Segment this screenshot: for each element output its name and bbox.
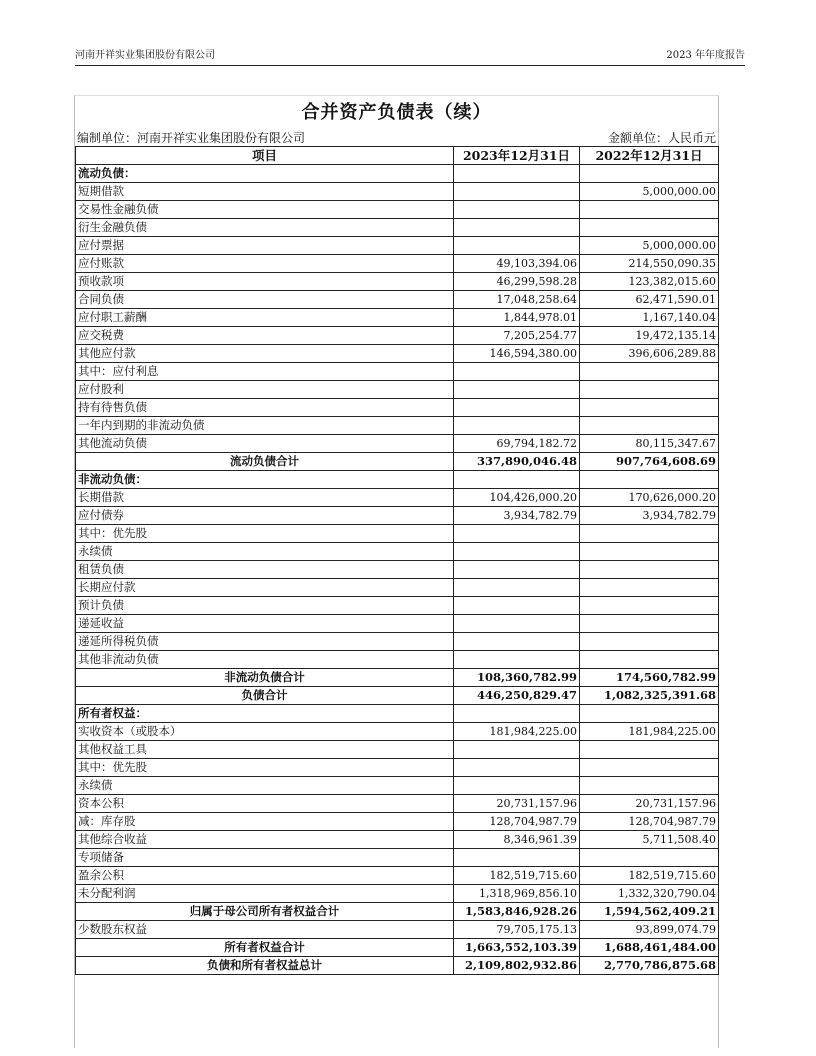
value-2022 xyxy=(580,399,719,417)
row-label: 永续债 xyxy=(76,777,454,795)
row-label: 预收款项 xyxy=(76,273,454,291)
value-2023: 128,704,987.79 xyxy=(454,813,580,831)
value-2023: 1,663,552,103.39 xyxy=(454,939,580,957)
value-2022: 181,984,225.00 xyxy=(580,723,719,741)
row-label: 其他综合收益 xyxy=(76,831,454,849)
value-2023 xyxy=(454,741,580,759)
value-2023 xyxy=(454,165,580,183)
subtotal-row xyxy=(76,903,719,921)
value-2023 xyxy=(454,399,580,417)
value-2023 xyxy=(454,615,580,633)
value-2023 xyxy=(454,849,580,867)
row-label: 非流动负债： xyxy=(76,471,454,489)
table-row xyxy=(76,309,719,327)
row-label: 其中：优先股 xyxy=(76,759,454,777)
row-label: 其他权益工具 xyxy=(76,741,454,759)
row-label: 减：库存股 xyxy=(76,813,454,831)
value-2023 xyxy=(454,183,580,201)
row-label: 应付股利 xyxy=(76,381,454,399)
header-company: 河南开祥实业集团股份有限公司 xyxy=(75,50,215,61)
value-2022 xyxy=(580,633,719,651)
value-2023 xyxy=(454,633,580,651)
header-report-title: 2023 年年度报告 xyxy=(666,50,745,61)
row-label: 所有者权益合计 xyxy=(76,939,454,957)
row-label: 其中：应付利息 xyxy=(76,363,454,381)
value-2022: 5,711,508.40 xyxy=(580,831,719,849)
row-label: 一年内到期的非流动负债 xyxy=(76,417,454,435)
row-label: 未分配利润 xyxy=(76,885,454,903)
prepared-by: 编制单位：河南开祥实业集团股份有限公司 xyxy=(77,131,306,145)
value-2022: 3,934,782.79 xyxy=(580,507,719,525)
subtotal-row xyxy=(76,453,719,471)
value-2022: 170,626,000.20 xyxy=(580,489,719,507)
row-label: 专项储备 xyxy=(76,849,454,867)
value-2022 xyxy=(580,561,719,579)
table-row xyxy=(76,597,719,615)
row-label: 资本公积 xyxy=(76,795,454,813)
value-2022: 93,899,074.79 xyxy=(580,921,719,939)
value-2022 xyxy=(580,219,719,237)
table-row xyxy=(76,543,719,561)
value-2022 xyxy=(580,651,719,669)
value-2022: 123,382,015.60 xyxy=(580,273,719,291)
table-row xyxy=(76,381,719,399)
column-header-item: 项目 xyxy=(76,147,454,165)
row-label: 交易性金融负债 xyxy=(76,201,454,219)
value-2022 xyxy=(580,777,719,795)
page-header xyxy=(75,48,745,64)
value-2022: 1,332,320,790.04 xyxy=(580,885,719,903)
table-row xyxy=(76,561,719,579)
value-2022: 19,472,135.14 xyxy=(580,327,719,345)
value-2022: 182,519,715.60 xyxy=(580,867,719,885)
value-2023: 146,594,380.00 xyxy=(454,345,580,363)
value-2023 xyxy=(454,561,580,579)
table-row xyxy=(76,867,719,885)
value-2023 xyxy=(454,525,580,543)
row-label: 衍生金融负债 xyxy=(76,219,454,237)
value-2023 xyxy=(454,381,580,399)
table-row xyxy=(76,885,719,903)
row-label: 短期借款 xyxy=(76,183,454,201)
value-2023 xyxy=(454,543,580,561)
table-row xyxy=(76,921,719,939)
table-row xyxy=(76,345,719,363)
row-label: 流动负债： xyxy=(76,165,454,183)
value-2022 xyxy=(580,759,719,777)
value-2022: 62,471,590.01 xyxy=(580,291,719,309)
value-2022 xyxy=(580,615,719,633)
table-row xyxy=(76,831,719,849)
row-label: 其他流动负债 xyxy=(76,435,454,453)
row-label: 其他非流动负债 xyxy=(76,651,454,669)
value-2023 xyxy=(454,597,580,615)
value-2022: 214,550,090.35 xyxy=(580,255,719,273)
value-2022 xyxy=(580,381,719,399)
value-2022 xyxy=(580,579,719,597)
section-header-row xyxy=(76,165,719,183)
value-2022 xyxy=(580,705,719,723)
table-row xyxy=(76,741,719,759)
value-2023: 8,346,961.39 xyxy=(454,831,580,849)
row-label: 其中：优先股 xyxy=(76,525,454,543)
table-row xyxy=(76,759,719,777)
value-2023: 182,519,715.60 xyxy=(454,867,580,885)
value-2023 xyxy=(454,777,580,795)
row-label: 其他应付款 xyxy=(76,345,454,363)
value-2023 xyxy=(454,219,580,237)
row-label: 合同负债 xyxy=(76,291,454,309)
value-2022: 174,560,782.99 xyxy=(580,669,719,687)
value-2023: 1,583,846,928.26 xyxy=(454,903,580,921)
row-label: 所有者权益： xyxy=(76,705,454,723)
value-2023: 20,731,157.96 xyxy=(454,795,580,813)
column-header-2022: 2022年12月31日 xyxy=(580,147,719,165)
row-label: 实收资本（或股本） xyxy=(76,723,454,741)
value-2022 xyxy=(580,201,719,219)
row-label: 盈余公积 xyxy=(76,867,454,885)
value-2022 xyxy=(580,525,719,543)
row-label: 应付职工薪酬 xyxy=(76,309,454,327)
table-row xyxy=(76,219,719,237)
row-label: 应付票据 xyxy=(76,237,454,255)
value-2022 xyxy=(580,417,719,435)
value-2022: 1,688,461,484.00 xyxy=(580,939,719,957)
table-row xyxy=(76,525,719,543)
value-2022: 1,167,140.04 xyxy=(580,309,719,327)
table-row xyxy=(76,399,719,417)
value-2023: 1,844,978.01 xyxy=(454,309,580,327)
value-2023 xyxy=(454,759,580,777)
subtotal-row xyxy=(76,957,719,975)
value-2022: 1,082,325,391.68 xyxy=(580,687,719,705)
row-label: 长期应付款 xyxy=(76,579,454,597)
value-2023: 2,109,802,932.86 xyxy=(454,957,580,975)
row-label: 递延所得税负债 xyxy=(76,633,454,651)
value-2022 xyxy=(580,363,719,381)
table-row xyxy=(76,723,719,741)
row-label: 负债和所有者权益总计 xyxy=(76,957,454,975)
value-2022 xyxy=(580,471,719,489)
value-2022: 1,594,562,409.21 xyxy=(580,903,719,921)
row-label: 应交税费 xyxy=(76,327,454,345)
balance-sheet-panel xyxy=(74,95,719,1048)
value-2022: 5,000,000.00 xyxy=(580,183,719,201)
table-row xyxy=(76,795,719,813)
value-2022: 80,115,347.67 xyxy=(580,435,719,453)
row-label: 租赁负债 xyxy=(76,561,454,579)
row-label: 负债合计 xyxy=(76,687,454,705)
table-row xyxy=(76,327,719,345)
value-2023: 337,890,046.48 xyxy=(454,453,580,471)
column-header-2023: 2023年12月31日 xyxy=(454,147,580,165)
table-row xyxy=(76,489,719,507)
table-row xyxy=(76,633,719,651)
value-2023: 104,426,000.20 xyxy=(454,489,580,507)
value-2023 xyxy=(454,237,580,255)
row-label: 递延收益 xyxy=(76,615,454,633)
table-header-row xyxy=(76,147,719,165)
value-2022 xyxy=(580,597,719,615)
table-row xyxy=(76,183,719,201)
value-2023: 1,318,969,856.10 xyxy=(454,885,580,903)
value-2023 xyxy=(454,201,580,219)
value-2023: 69,794,182.72 xyxy=(454,435,580,453)
row-label: 应付账款 xyxy=(76,255,454,273)
value-2022 xyxy=(580,741,719,759)
value-2023 xyxy=(454,471,580,489)
row-label: 少数股东权益 xyxy=(76,921,454,939)
row-label: 流动负债合计 xyxy=(76,453,454,471)
currency-unit: 金额单位：人民币元 xyxy=(607,131,716,145)
value-2023 xyxy=(454,651,580,669)
value-2023: 79,705,175.13 xyxy=(454,921,580,939)
section-header-row xyxy=(76,705,719,723)
table-row xyxy=(76,435,719,453)
value-2023: 17,048,258.64 xyxy=(454,291,580,309)
value-2023: 49,103,394.06 xyxy=(454,255,580,273)
row-label: 持有待售负债 xyxy=(76,399,454,417)
table-row xyxy=(76,777,719,795)
row-label: 应付债券 xyxy=(76,507,454,525)
row-label: 归属于母公司所有者权益合计 xyxy=(76,903,454,921)
value-2023: 446,250,829.47 xyxy=(454,687,580,705)
value-2022 xyxy=(580,849,719,867)
value-2022 xyxy=(580,165,719,183)
value-2023: 181,984,225.00 xyxy=(454,723,580,741)
value-2022: 2,770,786,875.68 xyxy=(580,957,719,975)
value-2023 xyxy=(454,417,580,435)
section-header-row xyxy=(76,471,719,489)
table-row xyxy=(76,615,719,633)
table-row xyxy=(76,201,719,219)
table-row xyxy=(76,291,719,309)
value-2023 xyxy=(454,363,580,381)
table-row xyxy=(76,651,719,669)
value-2022 xyxy=(580,543,719,561)
table-row xyxy=(76,849,719,867)
table-row xyxy=(76,363,719,381)
value-2023 xyxy=(454,705,580,723)
subtotal-row xyxy=(76,687,719,705)
balance-sheet-table xyxy=(75,146,719,975)
table-row xyxy=(76,417,719,435)
value-2023: 7,205,254.77 xyxy=(454,327,580,345)
table-row xyxy=(76,507,719,525)
table-row xyxy=(76,255,719,273)
value-2023: 108,360,782.99 xyxy=(454,669,580,687)
table-row xyxy=(76,579,719,597)
table-row xyxy=(76,813,719,831)
row-label: 预计负债 xyxy=(76,597,454,615)
value-2022: 20,731,157.96 xyxy=(580,795,719,813)
table-row xyxy=(76,273,719,291)
row-label: 非流动负债合计 xyxy=(76,669,454,687)
value-2023: 3,934,782.79 xyxy=(454,507,580,525)
statement-title: 合并资产负债表（续） xyxy=(301,102,492,123)
value-2022: 907,764,608.69 xyxy=(580,453,719,471)
row-label: 永续债 xyxy=(76,543,454,561)
value-2022: 128,704,987.79 xyxy=(580,813,719,831)
header-divider xyxy=(75,65,745,66)
subtotal-row xyxy=(76,669,719,687)
value-2023 xyxy=(454,579,580,597)
value-2022: 396,606,289.88 xyxy=(580,345,719,363)
value-2023: 46,299,598.28 xyxy=(454,273,580,291)
table-row xyxy=(76,237,719,255)
value-2022: 5,000,000.00 xyxy=(580,237,719,255)
row-label: 长期借款 xyxy=(76,489,454,507)
subtotal-row xyxy=(76,939,719,957)
